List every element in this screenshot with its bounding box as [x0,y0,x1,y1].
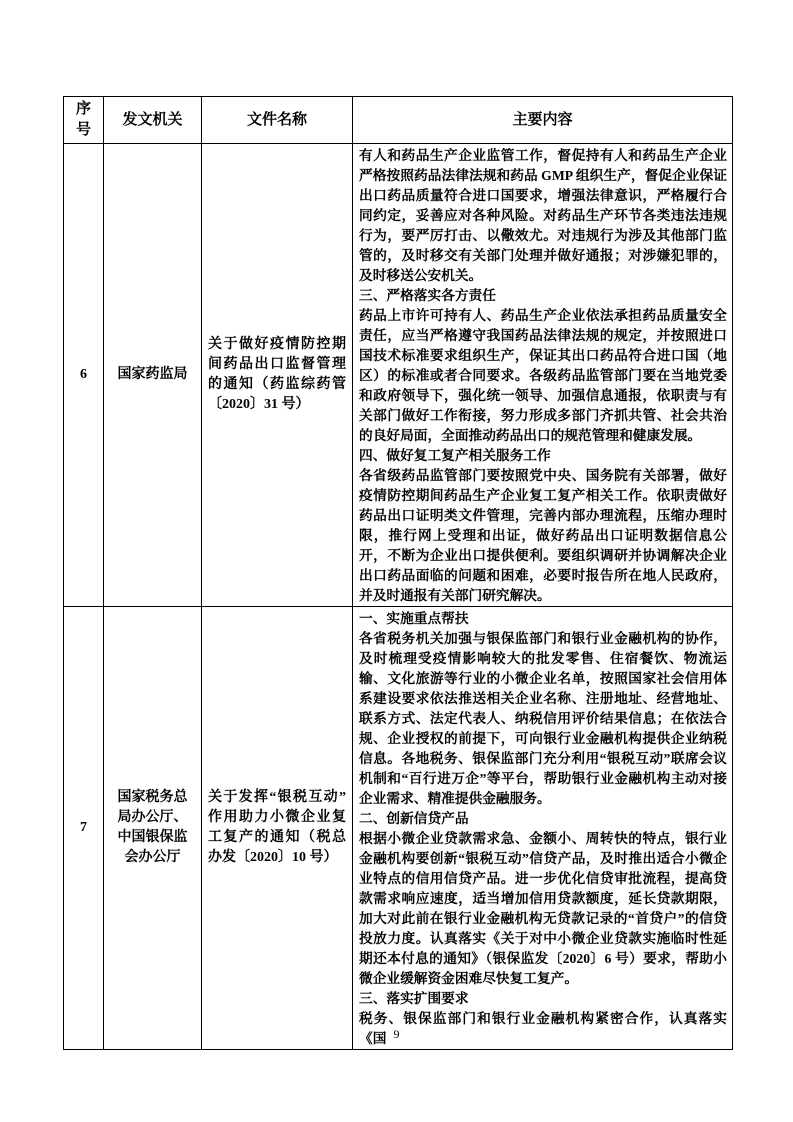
section-heading: 三、严格落实各方责任 [359,288,496,303]
issuing-agency-cell: 国家药监局 [104,144,202,607]
table-row [64,607,733,1050]
page-number: 9 [393,1027,400,1041]
section-heading: 二、创新信贷产品 [359,811,469,826]
section-heading: 一、实施重点帮扶 [359,611,469,626]
content-paragraph: 各省税务机关加强与银保监部门和银行业金融机构的协作，及时梳理受疫情影响较大的批发零售、住宿餐饮、物流运输、文化旅游等行业的小微企业名单，按照国家社会信用体系建设要求依法推送相关企业名称、注册地址、经营地址、联系方式、法定代表人、纳税信用评价结果信息；在依法合规、企业授权的前提下，可向银行业金融机构提供企业纳税信息。各地税务、银保监部门充分利用“银税互动”联席会议机制和“百行进万企”等平台，帮助银行业金融机构主动对接企业需求、精准提供金融服务。 [359,631,727,806]
issuing-agency-cell: 国家税务总局办公厅、中国银保监会办公厅 [104,607,202,1050]
content-paragraph: 各省级药品监管部门要按照党中央、国务院有关部署，做好疫情防控期间药品生产企业复工复产相关工作。依职责做好药品出口证明类文件管理，完善内部办理流程，压缩办理时限，推行网上受理和出证，做好药品出口证明数据信息公开，不断为企业出口提供便利。要组织调研并协调解决企业出口药品面临的问题和困难，必要时报告所在地人民政府，并及时通报有关部门研究解决。 [359,468,727,603]
section-heading: 四、做好复工复产相关服务工作 [359,448,551,463]
document-title-cell: 关于做好疫情防控期间药品出口监督管理的通知（药监综药管〔2020〕31 号） [202,144,353,607]
policy-documents-table [63,96,733,1050]
main-content-cell [353,607,733,1050]
table-row [64,144,733,607]
row-number-cell: 7 [64,607,104,1050]
header-col-agency: 发文机关 [104,97,202,144]
document-title-cell: 关于发挥“银税互动”作用助力小微企业复工复产的通知（税总办发〔2020〕10 号） [202,607,353,1050]
table-header-row [64,97,733,144]
row-number-cell: 6 [64,144,104,607]
header-col-content: 主要内容 [353,97,733,144]
content-paragraph: 根据小微企业贷款需求急、金额小、周转快的特点，银行业金融机构要创新“银税互动”信贷产品，及时推出适合小微企业特点的信用信贷产品。进一步优化信贷审批流程，提高贷款需求响应速度，适当增加信用贷款额度，延长贷款期限，加大对此前在银行业金融机构无贷款记录的“首贷户”的信贷投放力度。认真落实《关于对中小微企业贷款实施临时性延期还本付息的通知》（银保监发〔2020〕6 号）要求，帮助小微企业缓解资金困难尽快复工复产。 [359,831,727,986]
main-content-cell [353,144,733,607]
content-paragraph: 药品上市许可持有人、药品生产企业依法承担药品质量安全责任，应当严格遵守我国药品法律法规的规定，并按照进口国技术标准要求组织生产，保证其出口药品符合进口国（地区）的标准或者合同要求。各级药品监管部门要在当地党委和政府领导下，强化统一领导、加强信息通报，依职责与有关部门做好工作衔接，努力形成多部门齐抓共管、社会共治的良好局面，全面推动药品出口的规范管理和健康发展。 [359,308,727,443]
section-heading: 三、落实扩围要求 [359,991,469,1006]
content-paragraph: 有人和药品生产企业监管工作，督促持有人和药品生产企业严格按照药品法律法规和药品 GMP 组织生产，督促企业保证出口药品质量符合进口国要求，增强法律意识，严格履行合同约定，妥善应对各种风险。对药品生产环节各类违法违规行为，要严厉打击、以儆效尤。对违规行为涉及其他部门监管的，及时移交有关部门处理并做好通报；对涉嫌犯罪的，及时移送公安机关。 [359,148,727,283]
content-paragraph: 税务、银保监部门和银行业金融机构紧密合作，认真落实《国 [359,1011,727,1046]
table-header [64,97,733,144]
header-col-title: 文件名称 [202,97,353,144]
header-col-number: 序号 [64,97,104,144]
table-body [64,144,733,1050]
